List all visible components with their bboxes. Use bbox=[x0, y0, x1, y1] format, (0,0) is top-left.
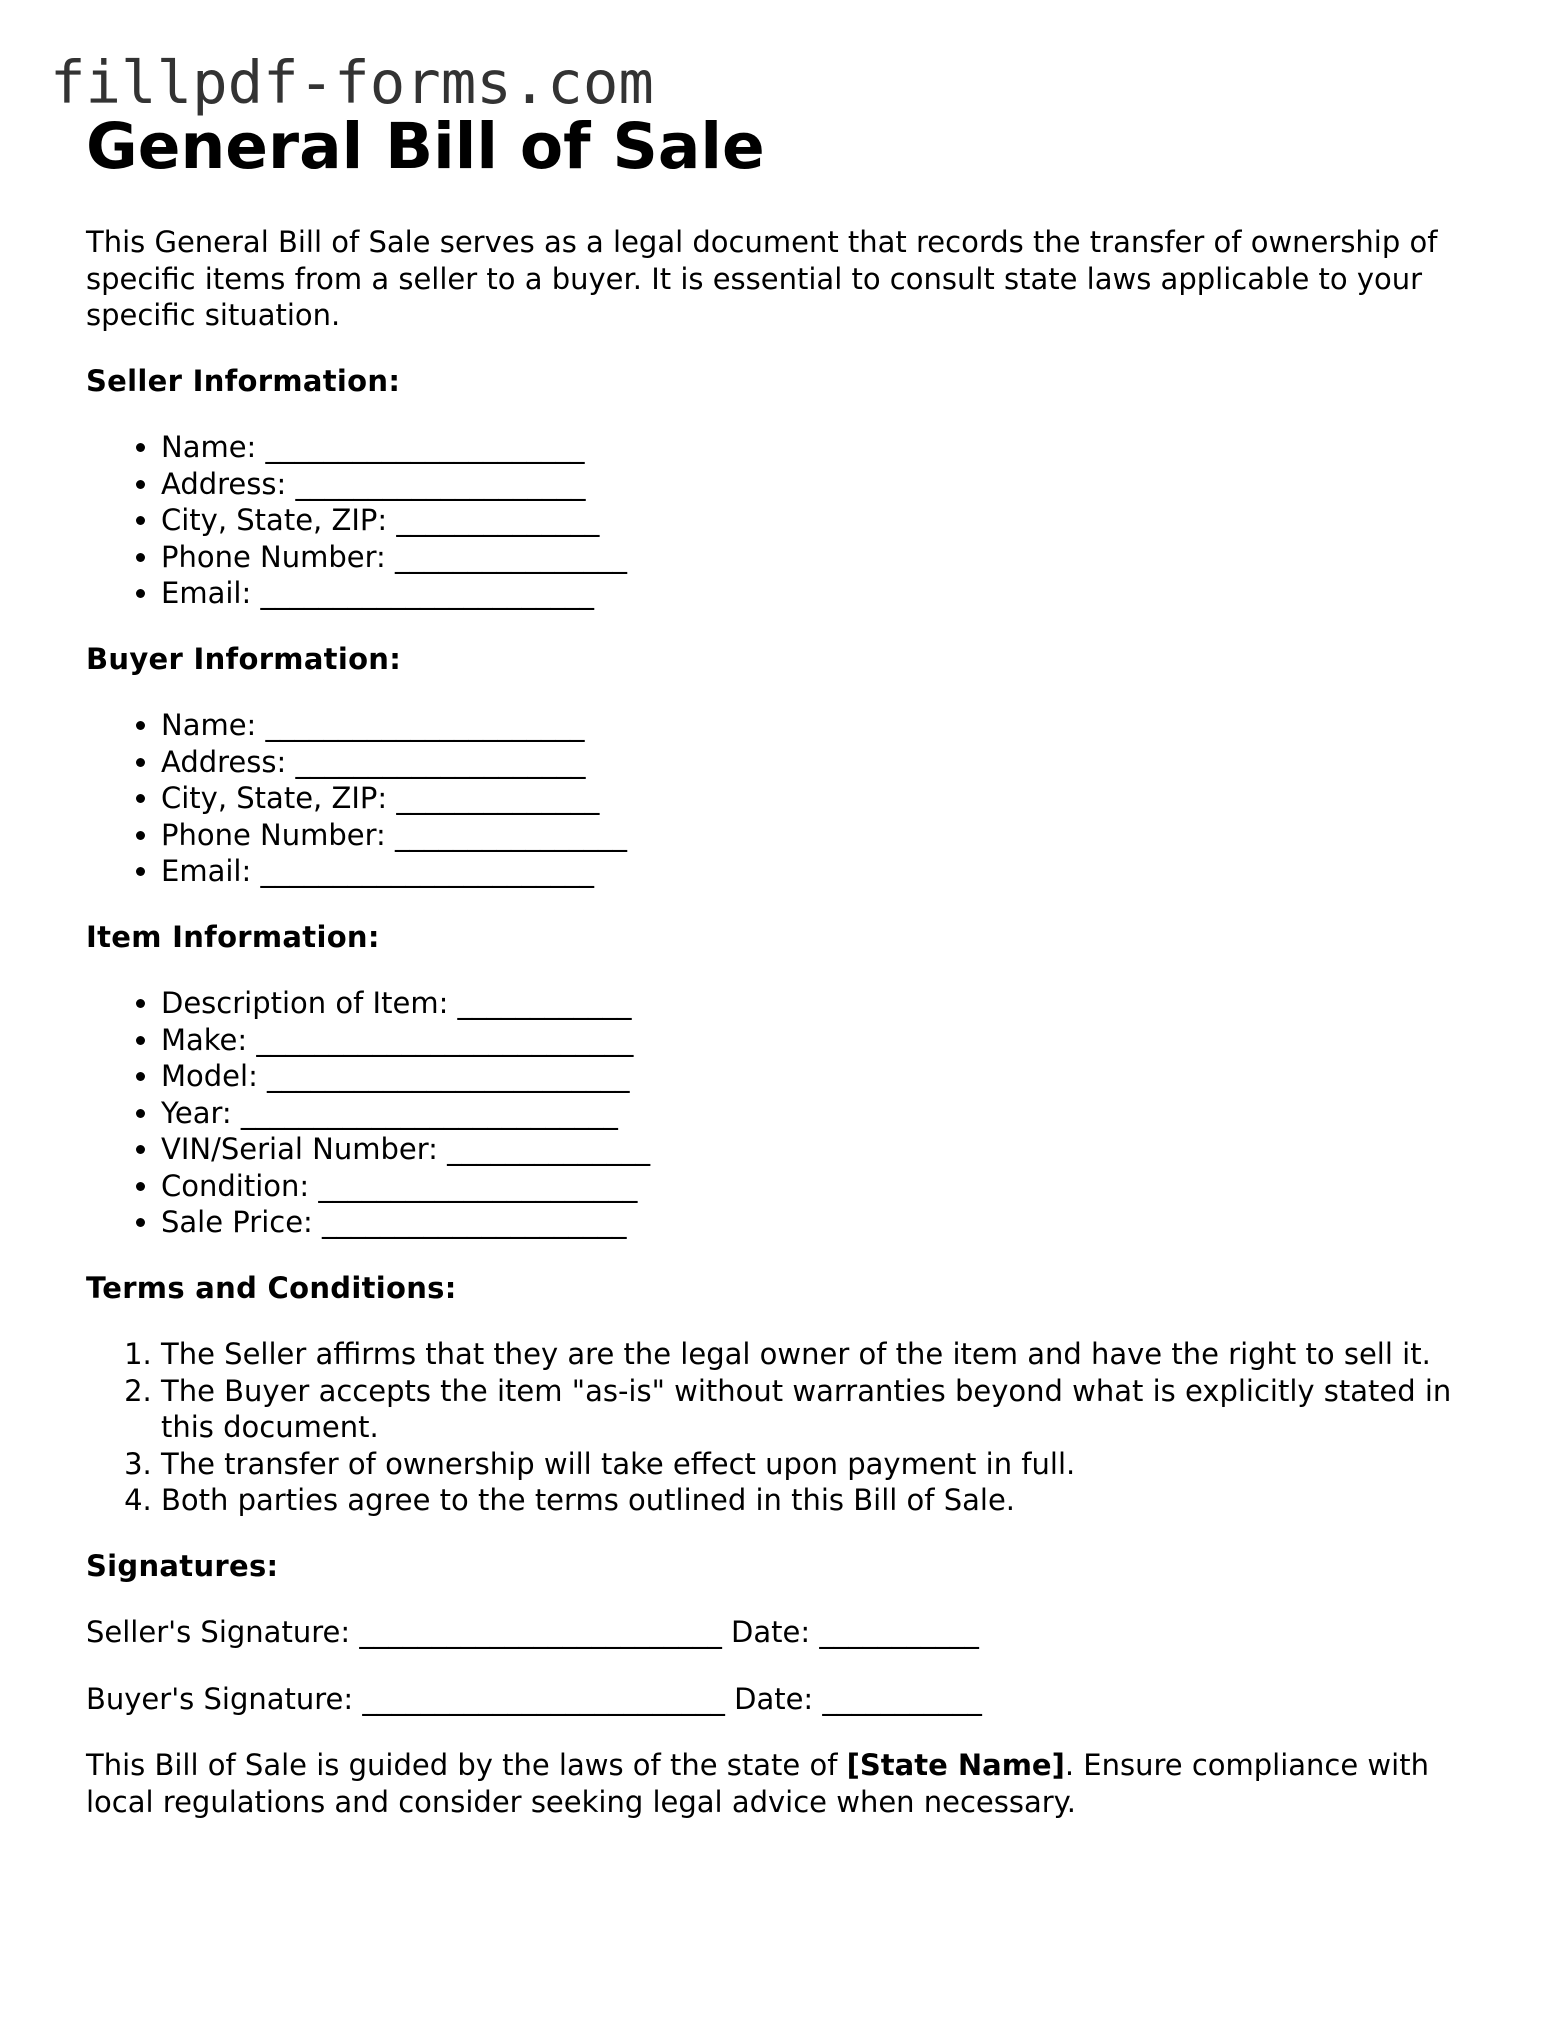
terms-item: 2. The Buyer accepts the item "as-is" without warranties beyond what is explicitly stated in this document. bbox=[161, 1373, 1486, 1446]
item-model-field: • Model: _________________________ bbox=[161, 1058, 1486, 1095]
buyer-address-field: • Address: ____________________ bbox=[161, 744, 1486, 781]
item-make-field: • Make: __________________________ bbox=[161, 1022, 1486, 1059]
buyer-name-field: • Name: ______________________ bbox=[161, 707, 1486, 744]
terms-item: 3. The transfer of ownership will take effect upon payment in full. bbox=[161, 1446, 1486, 1483]
buyer-signature-line: Buyer's Signature: _________________________ Date: ___________ bbox=[86, 1681, 982, 1716]
buyer-heading: Buyer Information: bbox=[86, 641, 402, 676]
seller-field-list bbox=[86, 429, 1486, 612]
buyer-email-field: • Email: _______________________ bbox=[161, 853, 1486, 890]
signatures-heading: Signatures: bbox=[86, 1548, 279, 1583]
terms-item: 1. The Seller affirms that they are the legal owner of the item and have the right to sell it. bbox=[161, 1336, 1486, 1373]
buyer-city-state-zip-field: • City, State, ZIP: ______________ bbox=[161, 780, 1486, 817]
terms-list bbox=[86, 1336, 1486, 1519]
item-heading: Item Information: bbox=[86, 919, 380, 954]
seller-name-field: • Name: ______________________ bbox=[161, 429, 1486, 466]
item-vin-field: • VIN/Serial Number: ______________ bbox=[161, 1131, 1486, 1168]
seller-address-field: • Address: ____________________ bbox=[161, 466, 1486, 503]
seller-heading: Seller Information: bbox=[86, 363, 401, 398]
document-page bbox=[86, 108, 1486, 1820]
item-condition-field: • Condition: ______________________ bbox=[161, 1168, 1486, 1205]
closing-text-after: . Ensure compliance with local regulations and consider seeking legal advice when necessary. bbox=[86, 1748, 1429, 1819]
seller-email-field: • Email: _______________________ bbox=[161, 575, 1486, 612]
buyer-phone-field: • Phone Number: ________________ bbox=[161, 817, 1486, 854]
intro-paragraph: This General Bill of Sale serves as a legal document that records the transfer of ownership of specific items from a seller to a buyer. It is essential to consult state laws applicable to your specific situation. bbox=[86, 225, 1438, 332]
seller-city-state-zip-field: • City, State, ZIP: ______________ bbox=[161, 502, 1486, 539]
item-field-list bbox=[86, 985, 1486, 1241]
closing-text-before: This Bill of Sale is guided by the laws of the state of bbox=[86, 1748, 847, 1782]
terms-item: 4. Both parties agree to the terms outlined in this Bill of Sale. bbox=[161, 1482, 1486, 1519]
item-description-field: • Description of Item: ____________ bbox=[161, 985, 1486, 1022]
buyer-field-list bbox=[86, 707, 1486, 890]
item-sale-price-field: • Sale Price: _____________________ bbox=[161, 1204, 1486, 1241]
page-title: General Bill of Sale bbox=[86, 110, 765, 183]
seller-phone-field: • Phone Number: ________________ bbox=[161, 539, 1486, 576]
closing-paragraph bbox=[86, 1747, 1486, 1820]
terms-heading: Terms and Conditions: bbox=[86, 1270, 457, 1305]
state-name-placeholder: [State Name] bbox=[846, 1748, 1065, 1782]
watermark: fillpdf-forms.com bbox=[50, 48, 654, 117]
item-year-field: • Year: __________________________ bbox=[161, 1095, 1486, 1132]
seller-signature-line: Seller's Signature: _________________________ Date: ___________ bbox=[86, 1615, 979, 1649]
